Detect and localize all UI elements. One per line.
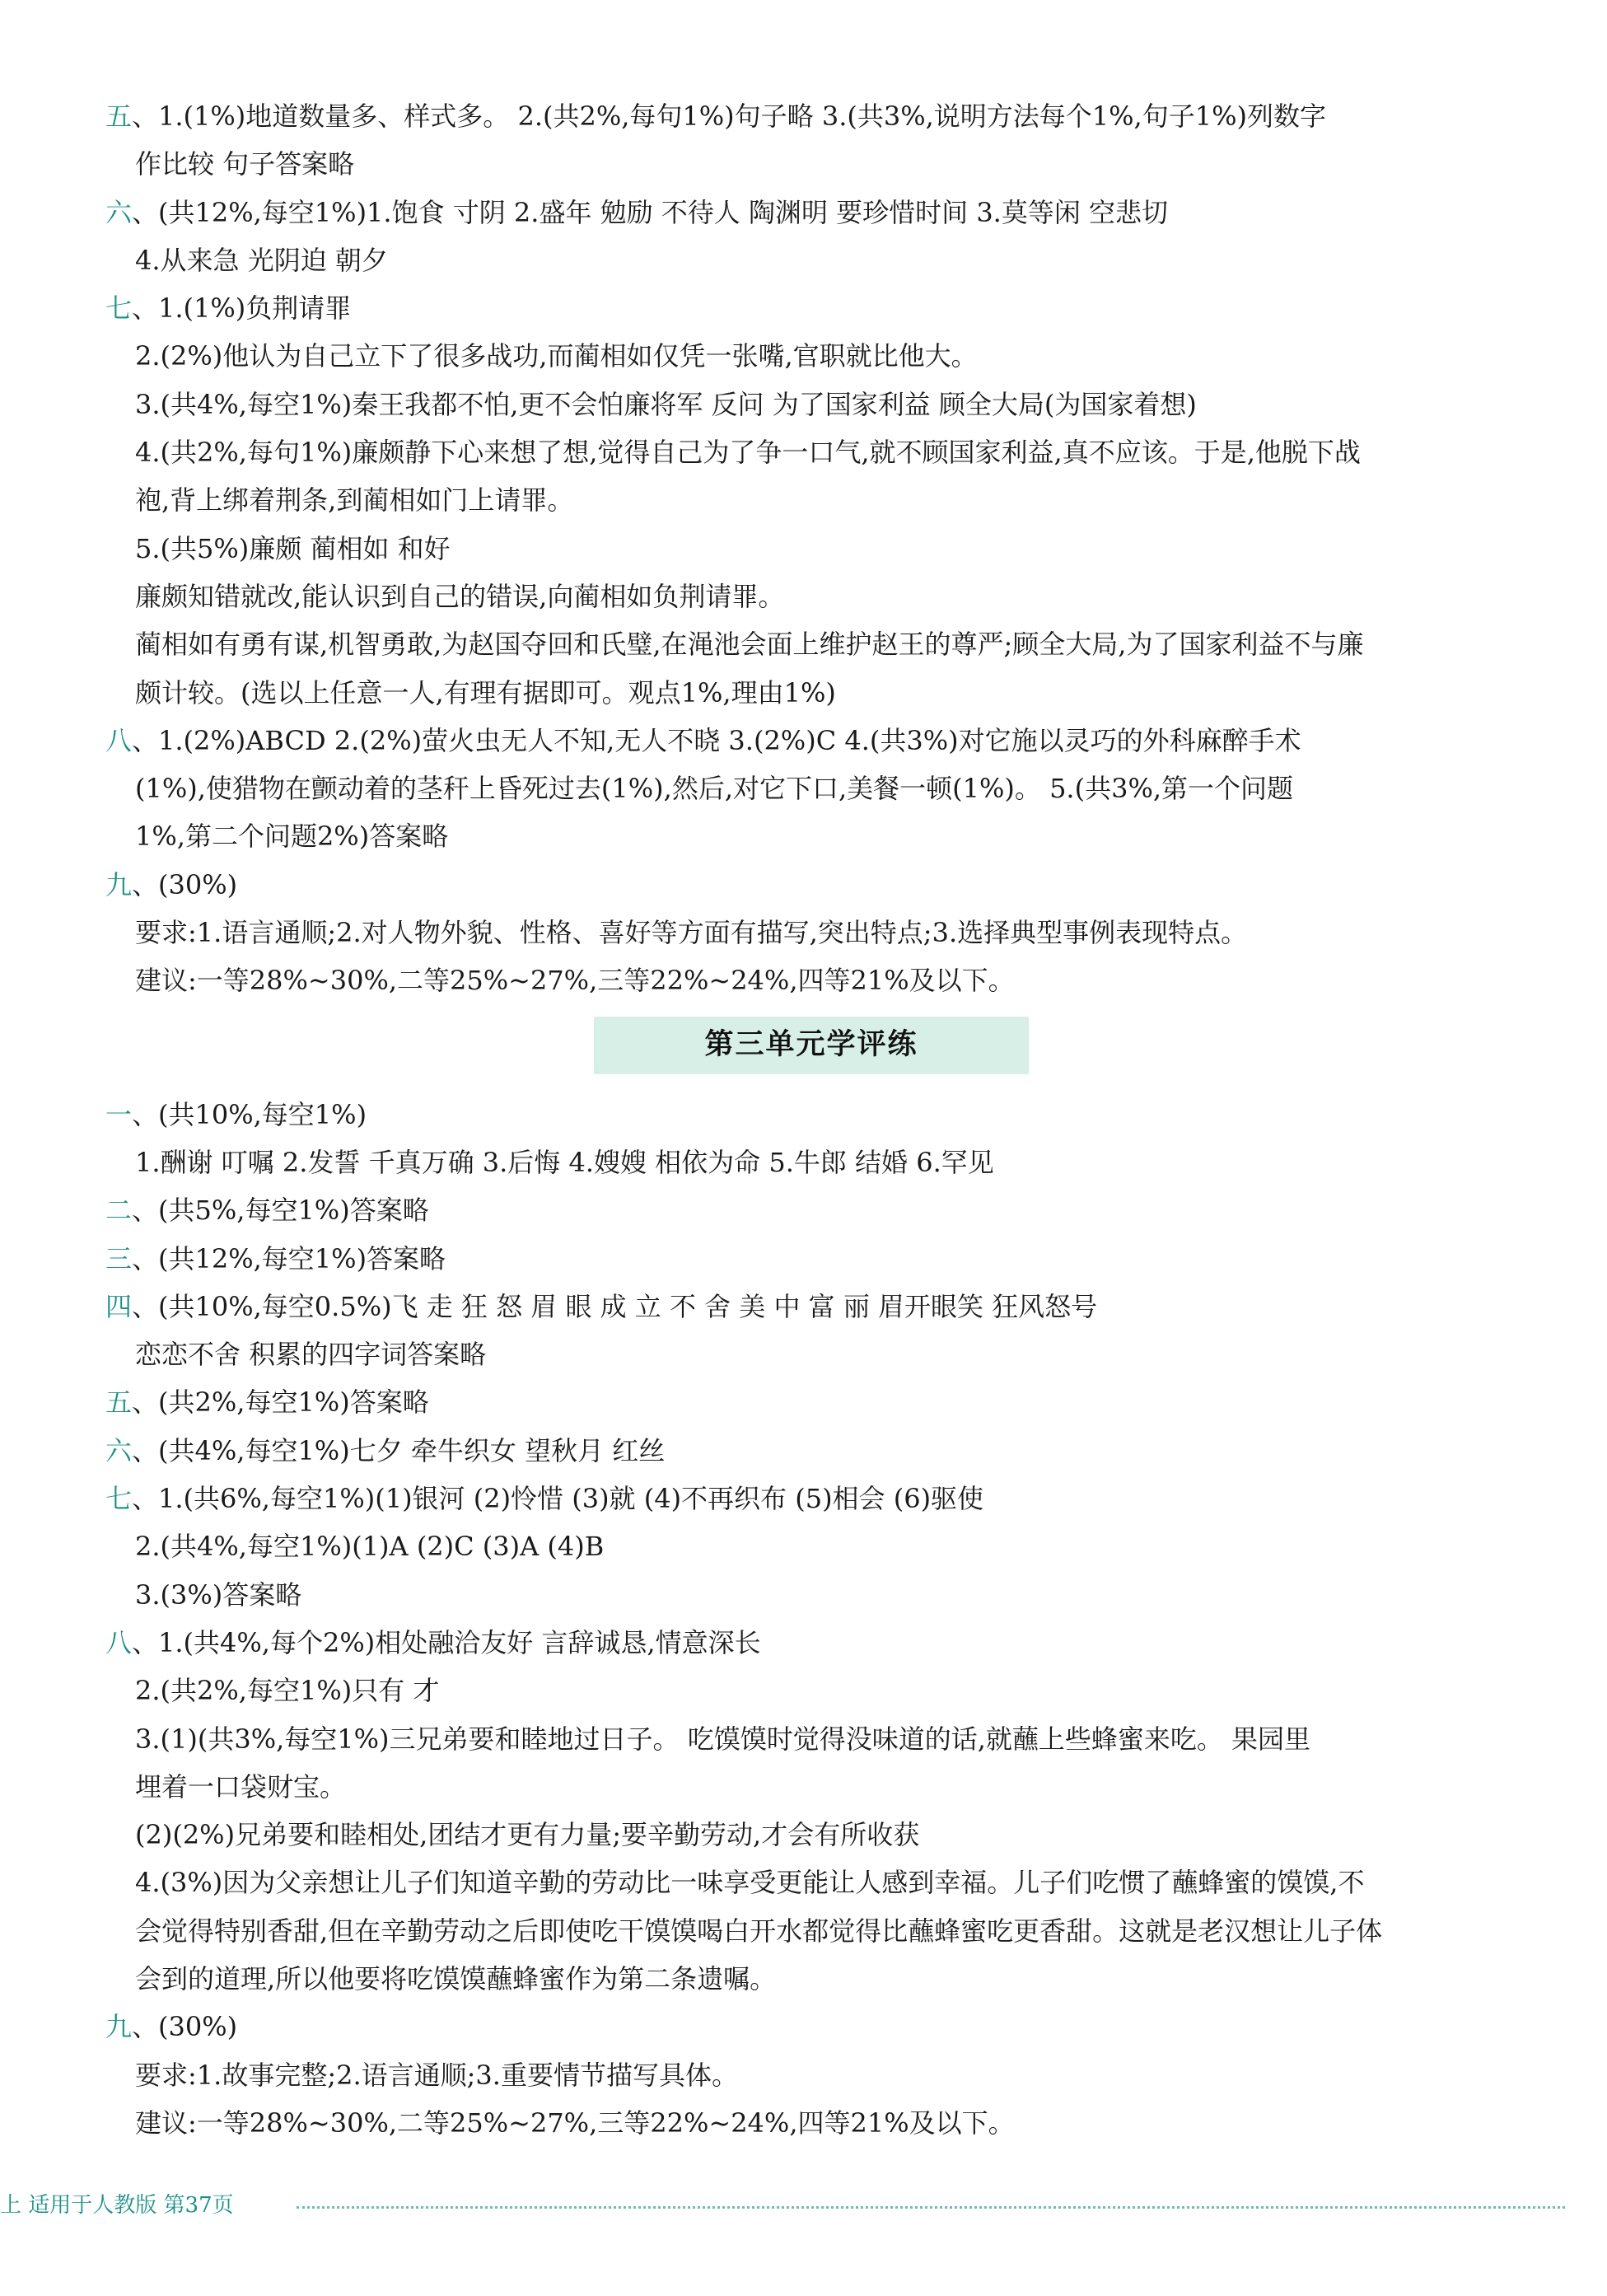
answer-line (105, 812, 1530, 860)
question-number: 八 (105, 1626, 133, 1658)
answer-text: 3.(共4%,每空1%)秦王我都不怕,更不会怕廉将军 反问 为了国家利益 顾全大局(为国家着想) (135, 388, 1197, 420)
answer-text: 埋着一口袋财宝。 (135, 1770, 347, 1803)
answer-text: 恋恋不舍 积累的四字词答案略 (135, 1339, 487, 1371)
answer-text: 1%,第二个问题2%)答案略 (135, 821, 449, 853)
answer-line (105, 1330, 1530, 1378)
question-number: 九 (105, 2011, 133, 2043)
answer-text: 、(30%) (132, 868, 238, 900)
answer-text: 3.(1)(共3%,每空1%)三兄弟要和睦地过日子。 吃馍馍时觉得没味道的话,就蘸上些蜂蜜来吃。 果园里 (135, 1723, 1311, 1755)
answer-line (105, 189, 1530, 236)
answer-line (105, 1378, 1530, 1426)
answer-line (105, 1859, 1530, 1906)
answer-text: 2.(共4%,每空1%)(1)A (2)C (3)A (4)B (135, 1531, 605, 1563)
answer-line (105, 428, 1530, 476)
answer-line (105, 909, 1530, 956)
answer-text: 、1.(共6%,每空1%)(1)银河 (2)怜惜 (3)就 (4)不再织布 (5)相会 (6)驱使 (132, 1483, 984, 1515)
answer-line (105, 1427, 1530, 1475)
answer-text: 会觉得特别香甜,但在辛勤劳动之后即使吃干馍馍喝白开水都觉得比蘸蜂蜜吃更香甜。这就是老汉想让儿子体 (135, 1915, 1383, 1947)
answer-text: 建议:一等28%~30%,二等25%~27%,三等22%~24%,四等21%及以下。 (135, 965, 1015, 997)
answer-line (105, 620, 1530, 668)
answer-text: 建议:一等28%~30%,二等25%~27%,三等22%~24%,四等21%及以下。 (135, 2107, 1015, 2139)
answer-text: 要求:1.故事完整;2.语言通顺;3.重要情节描写具体。 (135, 2059, 738, 2091)
question-number: 八 (105, 724, 133, 756)
answer-text: 蔺相如有勇有谋,机智勇敢,为赵国夺回和氏璧,在渑池会面上维护赵王的尊严;顾全大局,为了国家利益不与廉 (135, 629, 1364, 661)
answer-text: 4.从来急 光阴迫 朝夕 (135, 244, 388, 276)
answer-line (105, 140, 1530, 188)
answer-line (105, 1091, 1530, 1139)
answer-line (105, 2051, 1530, 2099)
answer-line (105, 381, 1530, 428)
answer-line (105, 861, 1530, 909)
answer-text: 2.(共2%,每空1%)只有 才 (135, 1675, 440, 1707)
page-footer (0, 2188, 1607, 2221)
answer-line (105, 1907, 1530, 1955)
answer-text: 2.(2%)他认为自己立下了很多战功,而蔺相如仅凭一张嘴,官职就比他大。 (135, 340, 978, 372)
question-number: 五 (105, 101, 133, 132)
answer-line (105, 525, 1530, 573)
answer-text: 袍,背上绑着荆条,到蔺相如门上请罪。 (135, 484, 574, 517)
answer-line (105, 1139, 1530, 1186)
answer-text: 、(共4%,每空1%)七夕 牵牛织女 望秋月 红丝 (132, 1434, 666, 1466)
answer-text: 作比较 句子答案略 (135, 148, 355, 180)
answer-text: 、1.(2%)ABCD 2.(2%)萤火虫无人不知,无人不晓 3.(2%)C 4.(共3%)对它施以灵巧的外科麻醉手术 (132, 724, 1301, 756)
answer-line (105, 717, 1530, 765)
answer-line (105, 1619, 1530, 1667)
question-number: 二 (105, 1195, 133, 1227)
answer-text: (2)(2%)兄弟要和睦相处,团结才更有力量;要辛勤劳动,才会有所收获 (135, 1819, 920, 1851)
answer-text: 要求:1.语言通顺;2.对人物外貌、性格、喜好等方面有描写,突出特点;3.选择典型事例表现特点。 (135, 917, 1248, 949)
answer-text: 、(共10%,每空1%) (132, 1098, 367, 1130)
section-title-wrap (105, 1012, 1530, 1087)
answer-text: 4.(共2%,每句1%)廉颇静下心来想了想,觉得自己为了争一口气,就不顾国家利益,真不应该。于是,他脱下战 (135, 437, 1361, 469)
answer-line (105, 669, 1530, 717)
answer-line (105, 1571, 1530, 1619)
answer-line (105, 2003, 1530, 2051)
answer-line (105, 332, 1530, 380)
answer-text: 、(共12%,每空1%)答案略 (132, 1242, 446, 1274)
answer-line (105, 1763, 1530, 1811)
unit-two-answers (105, 92, 1530, 1005)
section-title: 第三单元学评练 (704, 1028, 918, 1062)
answer-line (105, 1715, 1530, 1763)
answer-line (105, 236, 1530, 284)
question-number: 七 (105, 1483, 133, 1515)
answer-text: 、1.(1%)地道数量多、样式多。 2.(共2%,每句1%)句子略 3.(共3%,说明方法每个1%,句子1%)列数字 (132, 101, 1326, 132)
question-number: 七 (105, 292, 133, 325)
answer-line (105, 1235, 1530, 1283)
answer-line (105, 476, 1530, 524)
answer-line (105, 92, 1530, 140)
answer-line (105, 1522, 1530, 1570)
question-number: 九 (105, 868, 133, 900)
answer-text: 颇计较。(选以上任意一人,有理有据即可。观点1%,理由1%) (135, 676, 836, 708)
answer-line (105, 765, 1530, 812)
section-title-box (594, 1017, 1029, 1074)
question-number: 一 (105, 1098, 133, 1130)
answer-text: (1%),使猎物在颤动着的茎秆上昏死过去(1%),然后,对它下口,美餐一顿(1%)。 5.(共3%,第一个问题 (135, 773, 1294, 805)
footer-dotted-rule (297, 2206, 1565, 2209)
answer-text: 、(共10%,每空0.5%)飞 走 狂 怒 眉 眼 成 立 不 舍 美 中 富 丽 眉开眼笑 狂风怒号 (132, 1290, 1098, 1322)
question-number: 五 (105, 1386, 133, 1419)
answer-line (105, 1475, 1530, 1522)
answer-text: 5.(共5%)廉颇 蔺相如 和好 (135, 532, 451, 564)
answer-line (105, 284, 1530, 332)
unit-three-answers (105, 1091, 1530, 2148)
answer-text: 3.(3%)答案略 (135, 1578, 302, 1611)
question-number: 四 (105, 1290, 133, 1322)
answer-text: 会到的道理,所以他要将吃馍馍蘸蜂蜜作为第二条遗嘱。 (135, 1962, 777, 1994)
answer-line (105, 573, 1530, 620)
answer-text: 、(30%) (132, 2011, 238, 2043)
question-number: 三 (105, 1242, 133, 1274)
answer-line (105, 1186, 1530, 1234)
answer-line (105, 1667, 1530, 1714)
answer-text: 、1.(共4%,每个2%)相处融洽友好 言辞诚恳,情意深长 (132, 1626, 761, 1658)
answer-text: 、(共2%,每空1%)答案略 (132, 1386, 429, 1419)
answer-text: 、1.(1%)负荆请罪 (132, 292, 352, 325)
answer-line (105, 2099, 1530, 2147)
answer-text: 、(共5%,每空1%)答案略 (132, 1195, 429, 1227)
footer-label: 上 适用于人教版 第37页 (0, 2193, 234, 2218)
answer-line (105, 1955, 1530, 2003)
answer-text: 1.酬谢 叮嘱 2.发誓 千真万确 3.后悔 4.嫂嫂 相依为命 5.牛郎 结婚 6.罕见 (135, 1146, 994, 1178)
answer-line (105, 956, 1530, 1004)
answer-text: 廉颇知错就改,能认识到自己的错误,向蔺相如负荆请罪。 (135, 580, 785, 612)
answer-text: 、(共12%,每空1%)1.饱食 寸阴 2.盛年 勉励 不待人 陶渊明 要珍惜时间 3.莫等闲 空悲切 (132, 196, 1169, 228)
question-number: 六 (105, 1434, 133, 1466)
answer-line (105, 1283, 1530, 1330)
answer-line (105, 1811, 1530, 1859)
answer-text: 4.(3%)因为父亲想让儿子们知道辛勤的劳动比一味享受更能让人感到幸福。儿子们吃惯了蘸蜂蜜的馍馍,不 (135, 1867, 1365, 1899)
question-number: 六 (105, 196, 133, 228)
answer-content (105, 92, 1530, 2147)
